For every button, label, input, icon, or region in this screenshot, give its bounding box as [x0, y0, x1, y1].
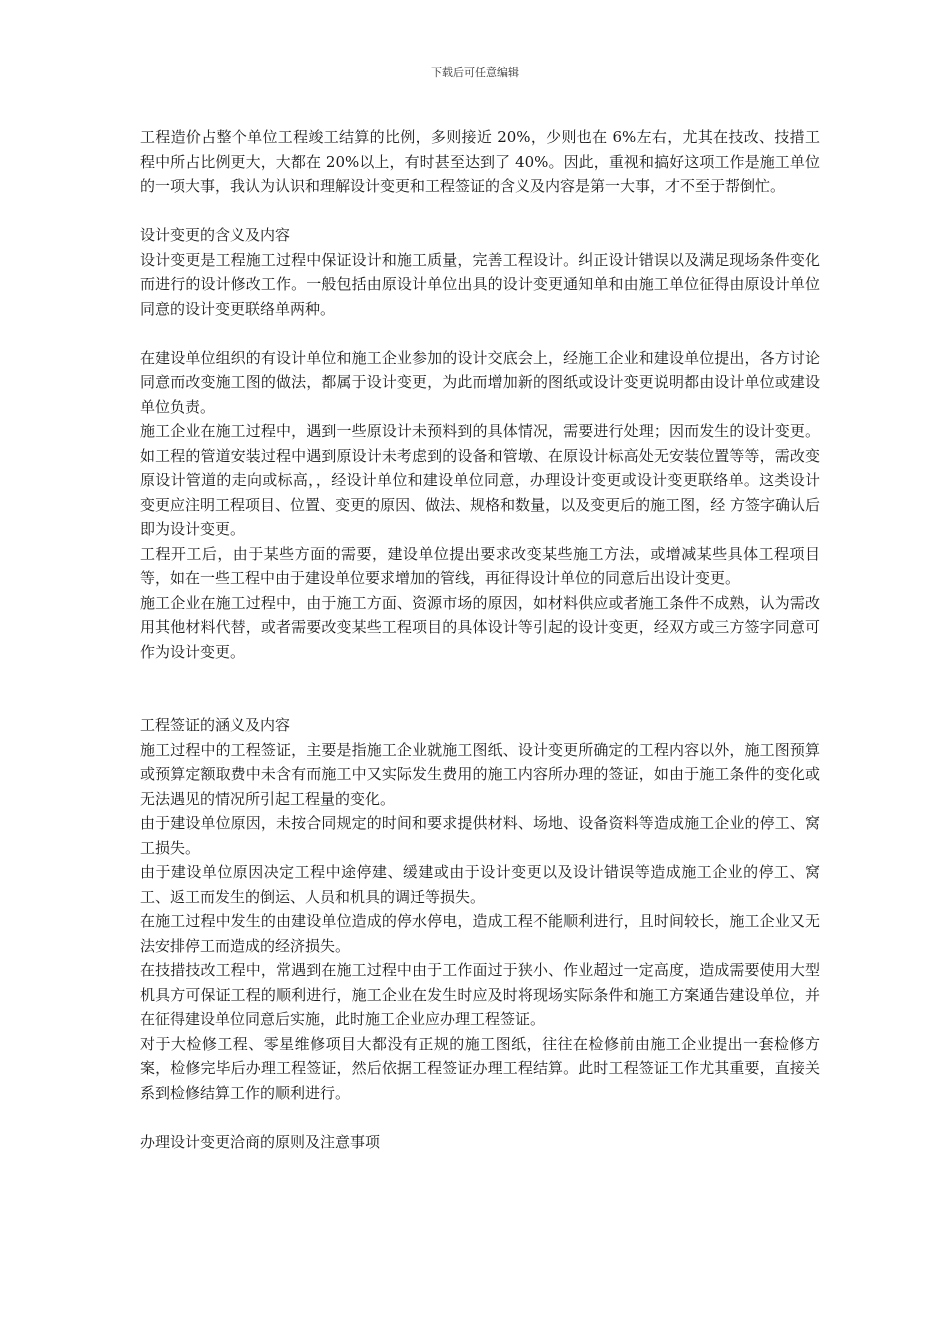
- page-header: 下载后可任意编辑: [431, 66, 519, 79]
- paragraph: 在施工过程中发生的由建设单位造成的停水停电，造成工程不能顺利进行，且时间较长，施工企业又无法安排停工而造成的经济损失。: [140, 912, 820, 955]
- paragraph: 施工过程中的工程签证，主要是指施工企业就施工图纸、设计变更所确定的工程内容以外，施工图预算或预算定额取费中未含有而施工中又实际发生费用的施工内容所办理的签证，如由于施工条件的变化或无法遇见的情况所引起工程量的变化。: [140, 740, 820, 808]
- paragraph: 设计变更是工程施工过程中保证设计和施工质量，完善工程设计。纠正设计错误以及满足现场条件变化而进行的设计修改工作。一般包括由原设计单位出具的设计变更通知单和由施工单位征得由原设计单位同意的设计变更联络单两种。: [140, 250, 820, 318]
- spacer: [140, 664, 820, 713]
- spacer: [140, 321, 820, 346]
- paragraph: 施工企业在施工过程中，由于施工方面、资源市场的原因，如材料供应或者施工条件不成熟，认为需改用其他材料代替，或者需要改变某些工程项目的具体设计等引起的设计变更，经双方或三方签字同意可作为设计变更。: [140, 593, 820, 661]
- section-heading-design-change: 设计变更的含义及内容: [140, 226, 291, 244]
- spacer: [140, 199, 820, 224]
- spacer: [140, 1105, 820, 1130]
- paragraph: 由于建设单位原因决定工程中途停建、缓建或由于设计变更以及设计错误等造成施工企业的停工、窝工、返工而发生的倒运、人员和机具的调迁等损失。: [140, 863, 820, 906]
- paragraph: 在建设单位组织的有设计单位和施工企业参加的设计交底会上，经施工企业和建设单位提出，各方讨论同意而改变施工图的做法，都属于设计变更，为此而增加新的图纸或设计变更说明都由设计单位或建设单位负责。: [140, 348, 820, 416]
- document-body: [140, 125, 820, 1154]
- intro-paragraph: 工程造价占整个单位工程竣工结算的比例，多则接近 20%，少则也在 6%左右，尤其在技改、技措工程中所占比例更大，大都在 20%以上，有时甚至达到了 40%。因此，重视和搞好这项工作是施工单位的一项大事，我认为认识和理解设计变更和工程签证的含义及内容是第一大事，才不至于帮倒忙。: [140, 128, 820, 195]
- paragraph: 由于建设单位原因，未按合同规定的时间和要求提供材料、场地、设备资料等造成施工企业的停工、窝工损失。: [140, 814, 820, 857]
- paragraph: 对于大检修工程、零星维修项目大都没有正规的施工图纸，往往在检修前由施工企业提出一套检修方案，检修完毕后办理工程签证，然后依据工程签证办理工程结算。此时工程签证工作尤其重要，直接关系到检修结算工作的顺利进行。: [140, 1034, 820, 1102]
- section-heading-principles: 办理设计变更洽商的原则及注意事项: [140, 1132, 381, 1151]
- paragraph: 施工企业在施工过程中，遇到一些原设计未预料到的具体情况，需要进行处理；因而发生的设计变更。如工程的管道安装过程中遇到原设计未考虑到的设备和管墩、在原设计标高处无安装位置等等，需改变原设计管道的走向或标高，，经设计单位和建设单位同意，办理设计变更或设计变更联络单。这类设计变更应注明工程项目、位置、变更的原因、做法、规格和数量，以及变更后的施工图，经 方签字确认后即为设计变更。: [140, 422, 820, 538]
- paragraph: 在技措技改工程中，常遇到在施工过程中由于工作面过于狭小、作业超过一定高度，造成需要使用大型机具方可保证工程的顺利进行，施工企业在发生时应及时将现场实际条件和施工方案通告建设单位，并在征得建设单位同意后实施，此时施工企业应办理工程签证。: [140, 961, 820, 1028]
- section-heading-engineering-visa: 工程签证的涵义及内容: [140, 716, 291, 734]
- paragraph: 工程开工后，由于某些方面的需要，建设单位提出要求改变某些施工方法，或增减某些具体工程项目等，如在一些工程中由于建设单位要求增加的管线，再征得设计单位的同意后出设计变更。: [140, 544, 820, 587]
